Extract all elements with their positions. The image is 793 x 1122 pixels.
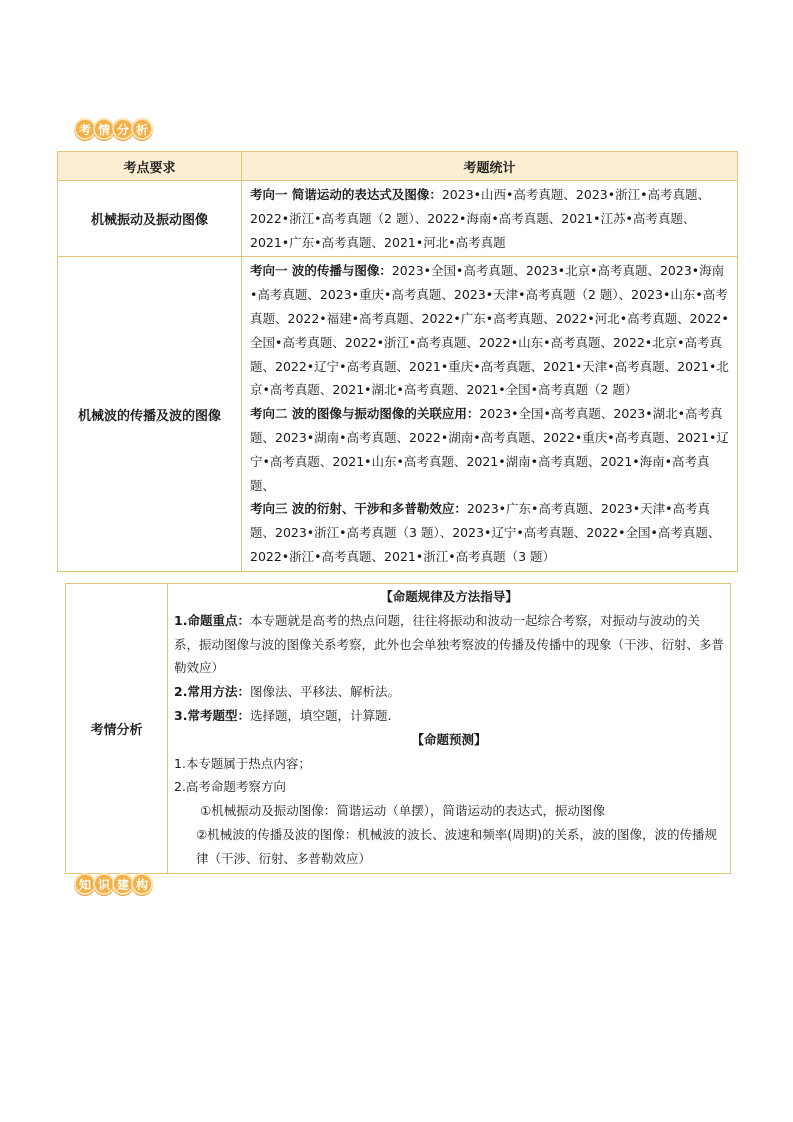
point-label: 2.常用方法： <box>174 684 250 700</box>
header-requirement: 考点要求 <box>58 152 242 181</box>
guide-point <box>174 609 724 680</box>
badge-char: 建 <box>112 873 134 895</box>
forecast-title: 【命题预测】 <box>411 731 487 747</box>
forecast-line: ②机械波的传播及波的图像：机械波的波长、波速和频率(周期)的关系，波的图像，波的传播规律（干涉、衍射、多普勒效应） <box>196 826 717 866</box>
guide-point <box>174 680 724 704</box>
badge-char: 考 <box>74 118 96 140</box>
table-row <box>58 181 738 257</box>
exam-direction <box>250 402 731 497</box>
exam-direction <box>250 259 731 402</box>
badge-char: 情 <box>93 118 115 140</box>
direction-label: 考向三 波的衍射、干涉和多普勒效应： <box>250 501 467 517</box>
table-header-row <box>58 152 738 181</box>
point-text: 本专题就是高考的热点问题，往往将振动和波动一起综合考察，对振动与波动的关系，振动图像与波的图像关系考察，此外也会单独考察波的传播及传播中的现象（干涉、衍射、多普勒效应） <box>174 612 725 676</box>
section-badge-exam-analysis <box>74 116 150 142</box>
requirement-cell: 机械波的传播及波的图像 <box>58 257 242 571</box>
badge-char: 析 <box>131 118 153 140</box>
point-label: 1.命题重点： <box>174 612 250 628</box>
direction-text: 2023•广东•高考真题、2023•天津•高考真题、2023•浙江•高考真题（3 题）、2023•辽宁•高考真题、2022•全国•高考真题、2022•浙江•高考真题、2021•浙江•高考真题（3 题） <box>250 501 721 564</box>
table-row <box>66 584 731 874</box>
statistics-cell <box>242 257 738 571</box>
forecast-line: ①机械振动及振动图像：简谐运动（单摆），简谐运动的表达式，振动图像 <box>200 803 605 819</box>
header-statistics: 考题统计 <box>242 152 738 181</box>
exam-direction <box>250 497 731 568</box>
analysis-side-label: 考情分析 <box>66 584 168 874</box>
guide-point <box>174 704 724 728</box>
badge-char: 识 <box>93 873 115 895</box>
exam-analysis-table <box>65 583 731 874</box>
direction-label: 考向一 简谐运动的表达式及图像： <box>250 187 442 202</box>
badge-char: 分 <box>112 118 134 140</box>
badge-char: 知 <box>74 873 96 895</box>
section-badge-knowledge-structure <box>74 871 150 897</box>
direction-text: 2023•山西•高考真题、2023•浙江•高考真题、2022•浙江•高考真题（2 题）、2022•海南•高考真题、2021•江苏•高考真题、2021•广东•高考真题、2021•河北•高考真题 <box>250 187 710 250</box>
direction-text: 2023•全国•高考真题、2023•北京•高考真题、2023•海南•高考真题、2023•重庆•高考真题、2023•天津•高考真题（2 题）、2023•山东•高考真题、2022•福建•高考真题、2022•广东•高考真题、2022•河北•高考真题、2022•全国•高考真题、2022•浙江•高考真题、2022•山东•高考真题、2022•北京•高考真题、2022•辽宁•高考真题、2021•重庆•高考真题、2021•天津•高考真题、2021•北京•高考真题、2021•湖北•高考真题、2021•全国•高考真题（2 题） <box>250 263 729 398</box>
statistics-cell <box>242 181 738 257</box>
direction-label: 考向二 波的图像与振动图像的关联应用： <box>250 406 480 422</box>
exam-direction <box>250 183 731 254</box>
exam-statistics-table <box>57 151 738 572</box>
badge-char: 构 <box>131 873 153 895</box>
analysis-body <box>168 584 731 874</box>
guide-title: 【命题规律及方法指导】 <box>380 589 518 604</box>
requirement-cell: 机械振动及振动图像 <box>58 181 242 257</box>
table-row <box>58 257 738 571</box>
direction-text: 2023•全国•高考真题、2023•湖北•高考真题、2023•湖南•高考真题、2022•湖南•高考真题、2022•重庆•高考真题、2021•辽宁•高考真题、2021•山东•高考真题、2021•湖南•高考真题、2021•海南•高考真题、 <box>250 406 729 493</box>
point-text: 图像法、平移法、解析法。 <box>249 684 400 700</box>
forecast-line: 1.本专题属于热点内容； <box>174 755 311 771</box>
forecast-line: 2.高考命题考察方向 <box>174 779 286 795</box>
point-label: 3.常考题型： <box>174 707 250 723</box>
point-text: 选择题，填空题，计算题. <box>249 707 392 723</box>
direction-label: 考向一 波的传播与图像： <box>250 263 392 279</box>
